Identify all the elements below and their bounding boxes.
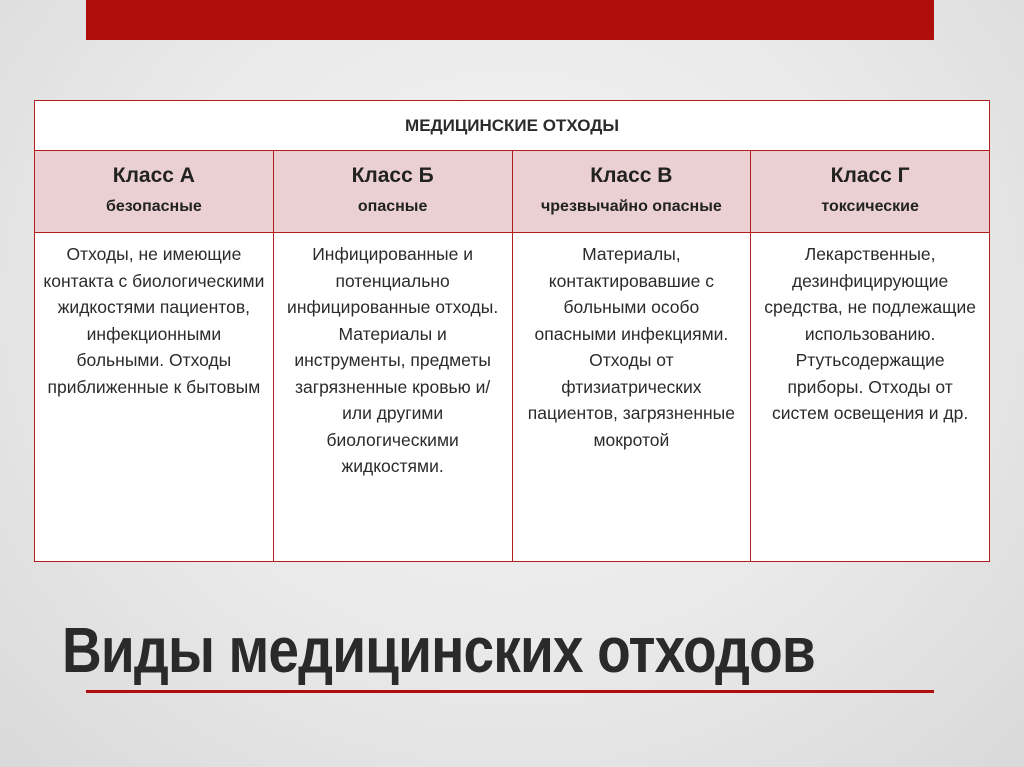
class-g-name: Класс Г: [830, 164, 910, 187]
heading-underline: [86, 690, 934, 693]
class-v-name: Класс В: [590, 164, 673, 187]
table-title: МЕДИЦИНСКИЕ ОТХОДЫ: [35, 101, 990, 151]
class-b-header: [273, 151, 512, 233]
class-a-name: Класс А: [112, 164, 195, 187]
class-g-desc: токсические: [821, 198, 919, 215]
class-b-desc: опасные: [357, 198, 428, 215]
slide-heading: Виды медицинских отходов: [62, 614, 815, 686]
class-a-header: [35, 151, 274, 233]
class-v-desc: чрезвычайно опасные: [540, 198, 722, 215]
class-g-header: [751, 151, 990, 233]
class-v-details: Материалы, контактировавшие с больными особо опасными инфекциями. Отходы от фтизиатрических пациентов, загрязненные мокротой: [512, 233, 751, 562]
class-v-header: [512, 151, 751, 233]
class-a-details: Отходы, не имеющие контакта с биологическими жидкостями пациентов, инфекционными больными. Отходы приближенные к бытовым: [35, 233, 274, 562]
class-a-desc: безопасные: [105, 198, 202, 215]
medical-waste-table: [34, 100, 990, 562]
class-b-name: Класс Б: [351, 164, 434, 187]
class-b-details: Инфицированные и потенциально инфицированные отходы. Материалы и инструменты, предметы загрязненные кровью и/или другими биологическими жидкостями.: [273, 233, 512, 562]
top-accent-bar: [86, 0, 934, 40]
class-g-details: Лекарственные, дезинфицирующие средства, не подлежащие использованию. Ртутьсодержащие приборы. Отходы от систем освещения и др.: [751, 233, 990, 562]
